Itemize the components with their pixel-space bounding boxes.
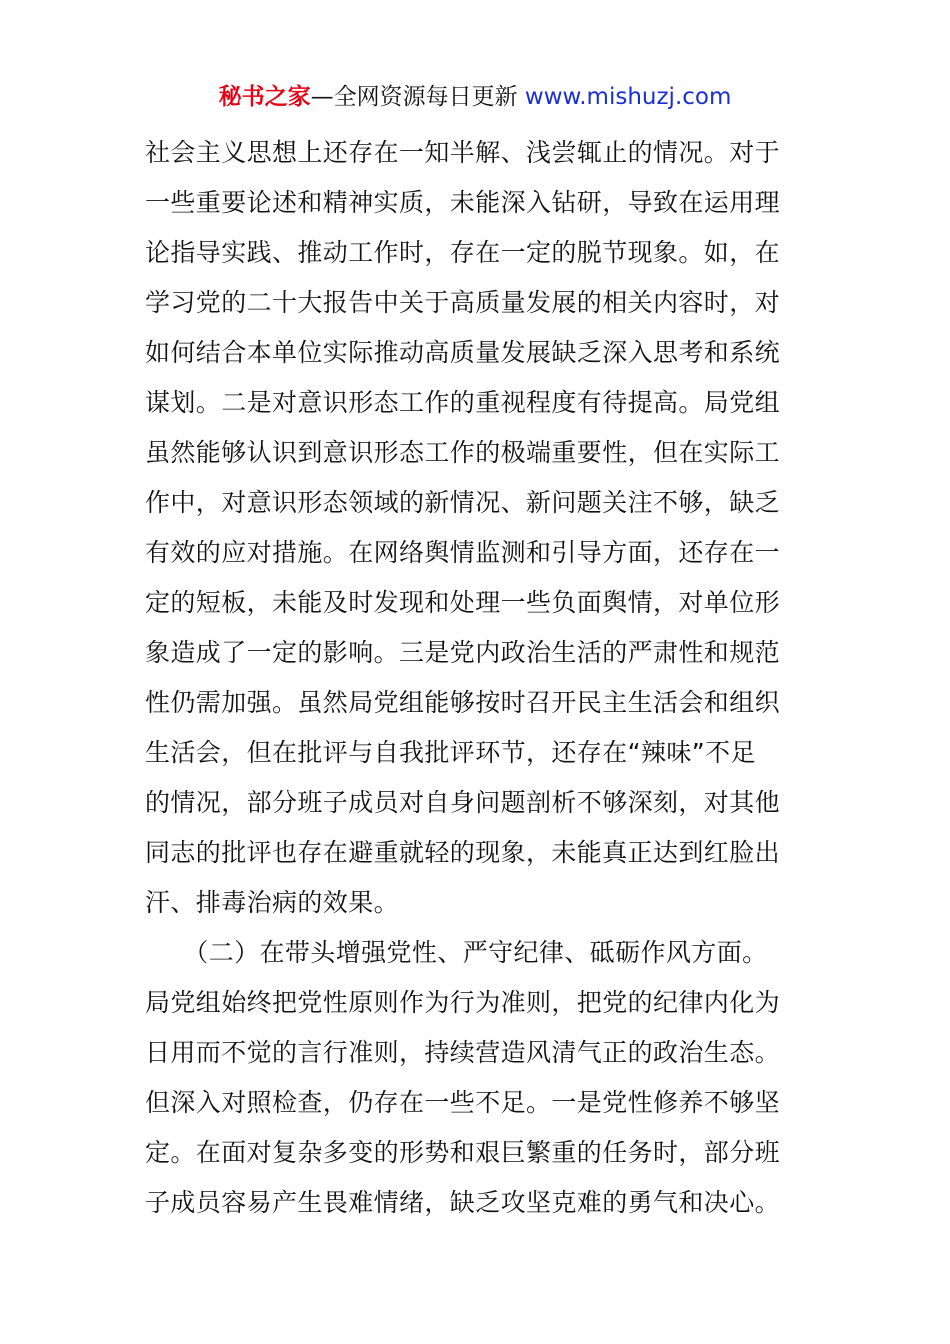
- text-line: 的情况，部分班子成员对自身问题剖析不够深刻，对其他: [145, 788, 781, 817]
- text-line: 社会主义思想上还存在一知半解、浅尝辄止的情况。对于: [145, 138, 781, 167]
- text-line: 虽然能够认识到意识形态工作的极端重要性，但在实际工: [145, 438, 781, 467]
- page-header: [0, 80, 950, 114]
- text-line: 作中，对意识形态领域的新情况、新问题关注不够，缺乏: [145, 488, 781, 517]
- text-line: 子成员容易产生畏难情绪，缺乏攻坚克难的勇气和决心。: [145, 1188, 781, 1217]
- section-heading-line: （二）在带头增强党性、严守纪律、砥砺作风方面。: [145, 938, 768, 967]
- text-line: 局党组始终把党性原则作为行为准则，把党的纪律内化为: [145, 988, 781, 1017]
- text-line: 如何结合本单位实际推动高质量发展缺乏深入思考和系统: [145, 338, 781, 367]
- text-line: 生活会，但在批评与自我批评环节，还存在“辣味”不足: [145, 738, 756, 767]
- document-body: [145, 128, 810, 1228]
- text-line: 性仍需加强。虽然局党组能够按时召开民主生活会和组织: [145, 688, 781, 717]
- text-line: 定。在面对复杂多变的形势和艰巨繁重的任务时，部分班: [145, 1138, 781, 1167]
- text-line: 定的短板，未能及时发现和处理一些负面舆情，对单位形: [145, 588, 781, 617]
- text-line: 汗、排毒治病的效果。: [145, 888, 400, 917]
- header-slogan: —全网资源每日更新: [310, 84, 518, 110]
- text-line: 有效的应对措施。在网络舆情监测和引导方面，还存在一: [145, 538, 781, 567]
- text-line: 同志的批评也存在避重就轻的现象，未能真正达到红脸出: [145, 838, 781, 867]
- header-brand: 秘书之家: [218, 84, 311, 110]
- header-url[interactable]: www.mishuzj.com: [524, 84, 732, 110]
- text-line: 一些重要论述和精神实质，未能深入钻研，导致在运用理: [145, 188, 781, 217]
- text-line: 日用而不觉的言行准则，持续营造风清气正的政治生态。: [145, 1038, 781, 1067]
- text-line: 论指导实践、推动工作时，存在一定的脱节现象。如，在: [145, 238, 781, 267]
- text-line: 象造成了一定的影响。三是党内政治生活的严肃性和规范: [145, 638, 781, 667]
- text-line: 但深入对照检查，仍存在一些不足。一是党性修养不够坚: [145, 1088, 781, 1117]
- text-line: 谋划。二是对意识形态工作的重视程度有待提高。局党组: [145, 388, 781, 417]
- text-line: 学习党的二十大报告中关于高质量发展的相关内容时，对: [145, 288, 781, 317]
